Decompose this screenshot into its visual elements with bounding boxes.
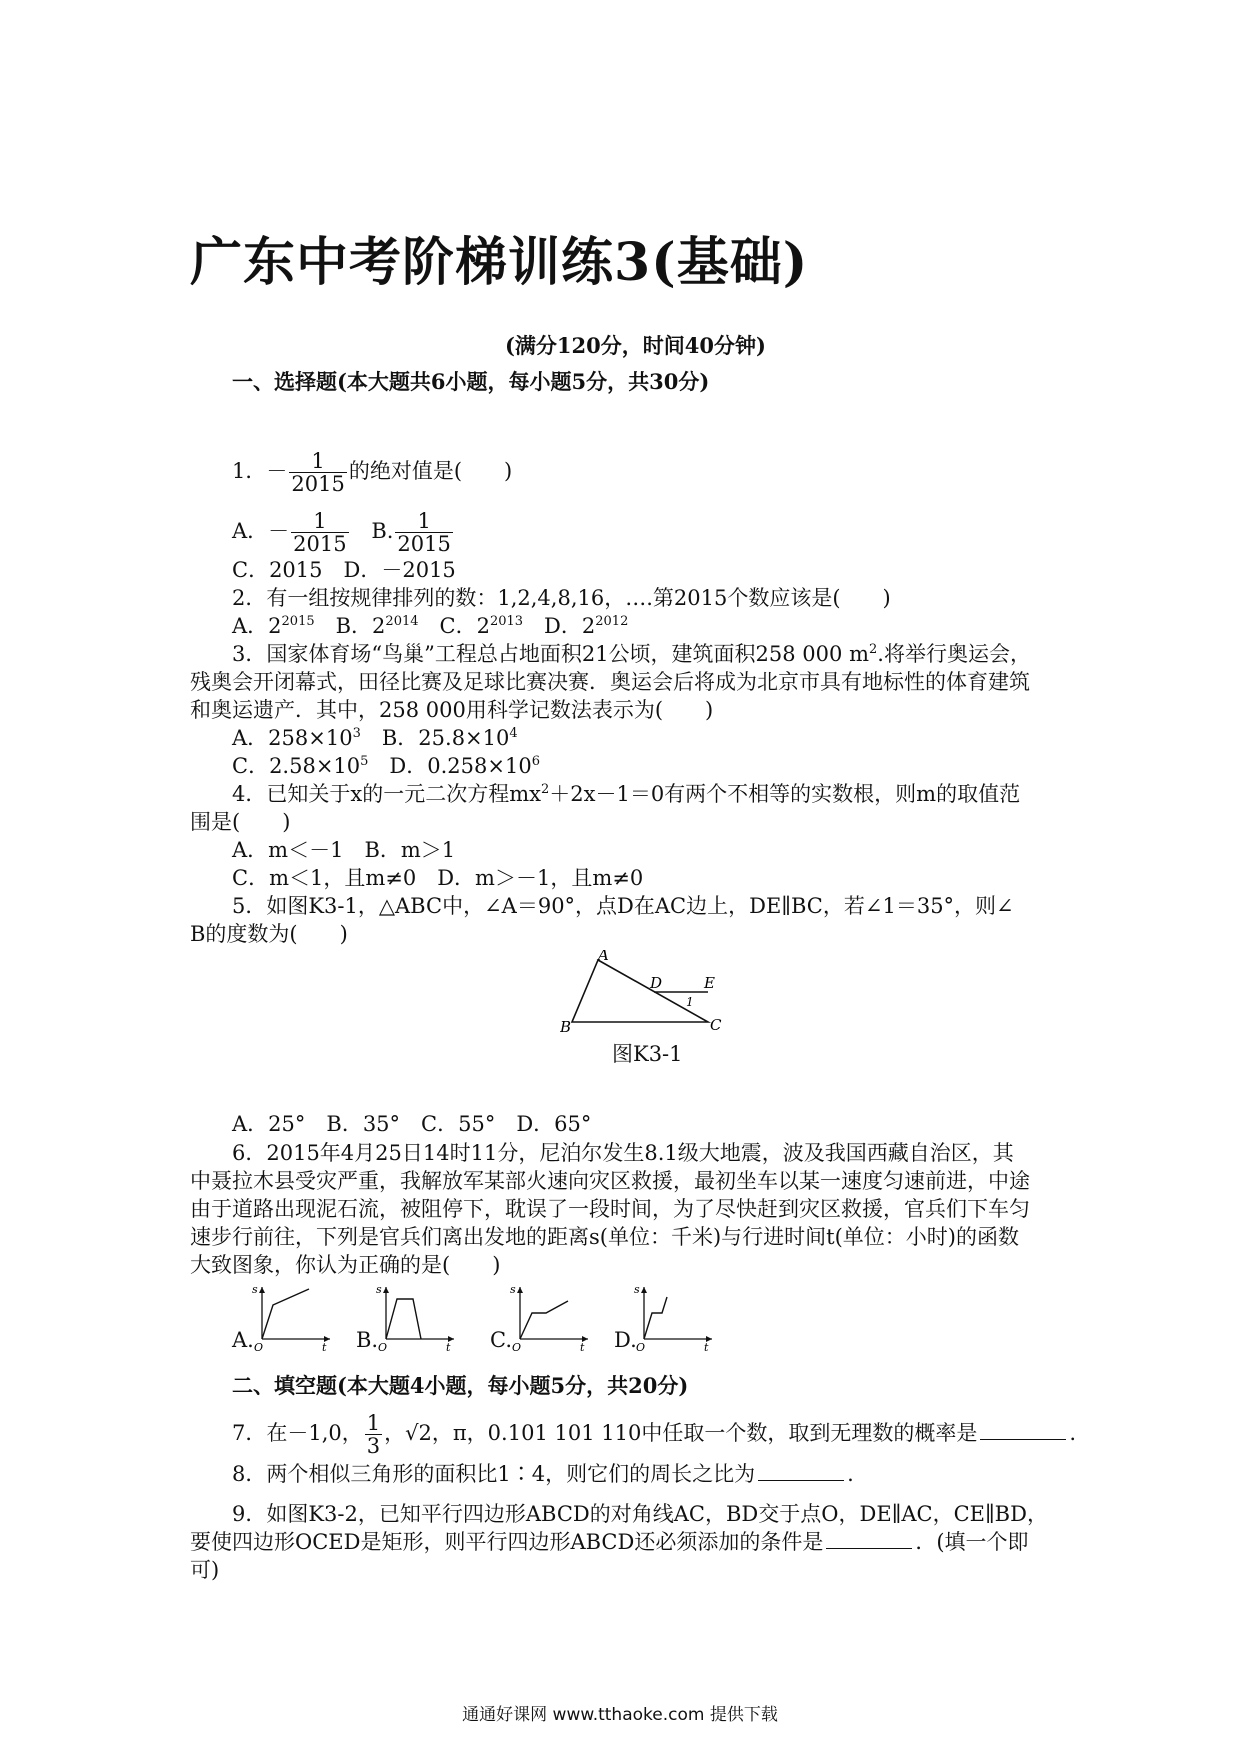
- q6-c-origin: O: [512, 1341, 522, 1353]
- q2-options: [232, 612, 628, 640]
- q6-option-d-letter: D.: [614, 1328, 637, 1352]
- q7-frac-num: 1: [366, 1411, 381, 1435]
- q6-c-axis-t: t: [580, 1341, 585, 1353]
- q3-c-exp: 5: [360, 754, 369, 769]
- q3-option-a: A．258×10: [232, 726, 353, 750]
- q4-options-cd: C．m＜1，且m≠0 D．m＞－1，且m≠0: [232, 866, 644, 890]
- q3-d-exp: 6: [531, 754, 540, 769]
- q1-option-a: A．－: [232, 519, 290, 543]
- vertex-b-label: B: [560, 1018, 572, 1036]
- q8-answer-blank: [758, 1462, 844, 1481]
- question-6-line-5: 大致图象，你认为正确的是( ): [190, 1253, 501, 1277]
- vertex-c-label: C: [710, 1016, 722, 1034]
- q6-a-axis-t: t: [322, 1341, 327, 1353]
- point-d-label: D: [650, 974, 663, 992]
- q1-minus: －: [266, 459, 288, 483]
- q3-line1-pre: 3．国家体育场“鸟巢”工程总占地面积21公顷，建筑面积258 000 m: [232, 642, 869, 666]
- q6-b-axis-t: t: [446, 1341, 451, 1353]
- q9-line2-post: ．(填一个即: [915, 1530, 1029, 1554]
- q8-pre: 8．两个相似三角形的面积比1∶4，则它们的周长之比为: [232, 1462, 756, 1486]
- q6-d-origin: O: [636, 1341, 646, 1353]
- figure-k3-1-triangle: [560, 950, 735, 1040]
- question-5-line-2: B的度数为( ): [190, 922, 348, 946]
- q1-a-den: 2015: [293, 532, 347, 556]
- q6-a-axis-s: s: [252, 1283, 258, 1296]
- question-4-line-1: [232, 780, 1020, 808]
- q3-option-c: C．2.58×10: [232, 754, 361, 778]
- question-1: [232, 450, 512, 495]
- triangle-abc: [572, 960, 708, 1022]
- q6-option-c-letter: C.: [490, 1328, 512, 1352]
- q6-b-axis-s: s: [376, 1283, 382, 1296]
- q6-option-a-letter: A.: [232, 1328, 254, 1352]
- q1-frac-den: 2015: [291, 472, 345, 496]
- question-6-line-2: 中聂拉木县受灾严重，我解放军某部火速向灾区救援，最初坐车以某一速度匀速前进，中途: [190, 1169, 1030, 1193]
- q1-option-b-fraction: [395, 510, 452, 555]
- question-6-line-3: 由于道路出现泥石流，被阻停下，耽误了一段时间，为了尽快赶到灾区救援，官兵们下车匀: [190, 1197, 1030, 1221]
- q2-option-d: D．2: [523, 614, 596, 638]
- question-2: 2．有一组按规律排列的数：1,2,4,8,16，….第2015个数应该是( ): [232, 586, 891, 610]
- q1-option-b: B.: [371, 519, 394, 543]
- question-6-line-4: 速步行前往，下列是官兵们离出发地的距离s(单位：千米)与行进时间t(单位：小时)的函数: [190, 1225, 1019, 1249]
- question-3-line-2: 残奥会开闭幕式，田径比赛及足球比赛决赛．奥运会后将成为北京市具有地标性的体育建筑: [190, 670, 1030, 694]
- q6-a-origin: O: [254, 1341, 264, 1353]
- exam-meta: (满分120分，时间40分钟): [505, 333, 766, 358]
- q1-fraction: [289, 450, 346, 495]
- question-3-line-1: [232, 640, 1031, 668]
- q3-b-exp: 4: [509, 726, 518, 741]
- q7-post: .: [1069, 1421, 1077, 1445]
- q6-graph-c: [506, 1283, 591, 1353]
- q6-graph-b: [372, 1283, 457, 1353]
- q9-answer-blank: [826, 1530, 912, 1549]
- q7-answer-blank: [980, 1421, 1066, 1440]
- q3-option-d: D．0.258×10: [368, 754, 532, 778]
- question-9-line-1: 9．如图K3-2，已知平行四边形ABCD的对角线AC，BD交于点O，DE∥AC，CE∥BD，: [232, 1502, 1048, 1526]
- q6-b-origin: O: [378, 1341, 388, 1353]
- question-5-line-1: 5．如图K3-1，△ABC中，∠A＝90°，点D在AC边上，DE∥BC，若∠1＝35°，则∠: [232, 894, 1014, 918]
- vertex-a-label: A: [598, 950, 609, 964]
- q1-option-a-fraction: [291, 510, 348, 555]
- q4-options-ab: A．m＜－1 B．m＞1: [232, 838, 456, 862]
- q6-graph-a: [248, 1283, 333, 1353]
- section-heading-choice: 一、选择题(本大题共6小题，每小题5分，共30分): [232, 369, 710, 394]
- point-e-label: E: [704, 974, 715, 992]
- q6-graph-d: [630, 1283, 715, 1353]
- figure-k3-1-caption: 图K3-1: [612, 1042, 683, 1066]
- q1-b-num: 1: [395, 510, 452, 533]
- q1-options-ab: [232, 510, 455, 555]
- q2-option-b: B．2: [314, 614, 386, 638]
- q4-line1-exp: 2: [540, 782, 550, 797]
- q2-c-exp: 2013: [489, 614, 524, 629]
- page-footer: 通通好课网 www.tthaoke.com 提供下载: [462, 1705, 778, 1725]
- q5-options: A．25° B．35° C．55° D．65°: [232, 1112, 592, 1136]
- q1-number: 1．: [232, 459, 267, 483]
- q7-frac-den: 3: [366, 1434, 381, 1458]
- q1-b-den: 2015: [397, 532, 451, 556]
- question-6-line-1: 6．2015年4月25日14时11分，尼泊尔发生8.1级大地震，波及我国西藏自治区，其: [232, 1141, 1014, 1165]
- q2-option-c: C．2: [418, 614, 490, 638]
- q3-line1-post: .将举行奥运会，: [877, 642, 1031, 666]
- q2-option-a: A．2: [232, 614, 282, 638]
- question-9-line-2: [190, 1528, 1029, 1556]
- q7-fraction: [365, 1412, 382, 1457]
- q7-pre: 7．在－1,0，: [232, 1421, 363, 1445]
- q9-line2-pre: 要使四边形OCED是矩形，则平行四边形ABCD还必须添加的条件是: [190, 1530, 824, 1554]
- q3-options-ab: [232, 724, 518, 752]
- q7-mid: ，√2，π，0.101 101 110中任取一个数，取到无理数的概率是: [384, 1421, 978, 1445]
- angle-1-label: 1: [686, 995, 694, 1009]
- question-3-line-3: 和奥运遗产．其中，258 000用科学记数法表示为( ): [190, 698, 714, 722]
- question-9-line-3: 可): [190, 1558, 220, 1582]
- q2-a-exp: 2015: [281, 614, 315, 629]
- q3-line1-exp: 2: [868, 642, 878, 657]
- q8-post: .: [847, 1462, 854, 1486]
- question-8: [232, 1460, 854, 1488]
- q6-option-b-letter: B.: [356, 1328, 379, 1352]
- q3-a-exp: 3: [352, 726, 361, 741]
- question-7: [232, 1412, 1076, 1457]
- q1-frac-num: 1: [289, 450, 346, 473]
- question-4-line-2: 围是( ): [190, 810, 291, 834]
- q1-a-num: 1: [291, 510, 348, 533]
- q1-stem: 的绝对值是( ): [348, 459, 513, 483]
- q1-options-cd: C．2015 D．－2015: [232, 558, 456, 582]
- q6-c-axis-s: s: [510, 1283, 516, 1296]
- q4-line1-post: ＋2x－1＝0有两个不相等的实数根，则m的取值范: [549, 782, 1021, 806]
- q3-options-cd: [232, 752, 540, 780]
- page-title: 广东中考阶梯训练3(基础): [190, 232, 809, 293]
- q3-option-b: B．25.8×10: [360, 726, 510, 750]
- q6-d-axis-s: s: [634, 1283, 640, 1296]
- q4-line1-pre: 4．已知关于x的一元二次方程mx: [232, 782, 541, 806]
- q2-b-exp: 2014: [385, 614, 419, 629]
- q2-d-exp: 2012: [595, 614, 629, 629]
- section-heading-fill-in: 二、填空题(本大题4小题，每小题5分，共20分): [232, 1373, 689, 1398]
- q6-d-axis-t: t: [704, 1341, 709, 1353]
